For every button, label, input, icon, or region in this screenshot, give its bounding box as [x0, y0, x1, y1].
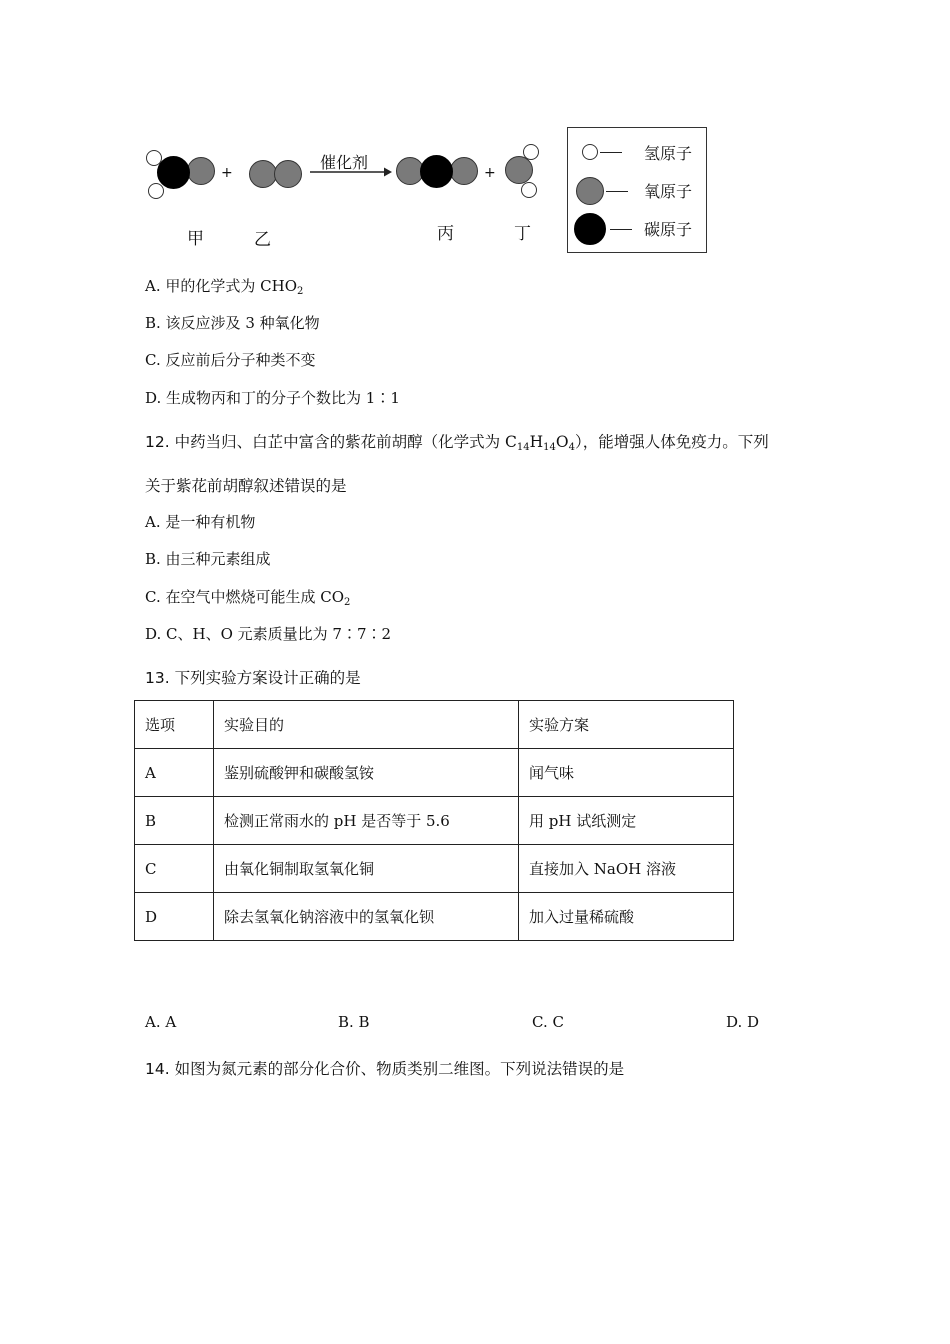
q12-option-b: B. 由三种元素组成 [145, 550, 271, 568]
table-cell: 直接加入 NaOH 溶液 [519, 845, 734, 893]
table-row [135, 749, 734, 797]
table-cell: 用 pH 试纸测定 [519, 797, 734, 845]
table-cell: 鉴别硫酸钾和碳酸氢铵 [214, 749, 519, 797]
reaction-arrow-icon [310, 166, 392, 178]
legend-hydrogen-label: 氢原子 [644, 144, 693, 163]
catalyst-label: 催化剂 [320, 153, 369, 172]
legend-line [600, 152, 622, 153]
q12-number: 12. [145, 433, 170, 451]
experiment-table [134, 700, 734, 941]
q12-option-a: A. 是一种有机物 [145, 513, 256, 531]
oxygen-atom [450, 157, 478, 185]
hydrogen-atom [148, 183, 164, 199]
q12-option-d: D. C、H、O 元素质量比为 7∶7∶2 [145, 625, 392, 643]
table-cell: D [135, 893, 214, 941]
table-cell: B [135, 797, 214, 845]
table-cell: 由氧化铜制取氢氧化铜 [214, 845, 519, 893]
table-cell: 除去氢氧化钠溶液中的氢氧化钡 [214, 893, 519, 941]
q14-stem: 14. 如图为氮元素的部分化合价、物质类别二维图。下列说法错误的是 [145, 1060, 625, 1078]
legend-oxygen-label: 氧原子 [644, 182, 693, 201]
table-cell: 加入过量稀硫酸 [519, 893, 734, 941]
table-cell: A [135, 749, 214, 797]
q13-choice-a: A. A [145, 1013, 177, 1031]
legend-line [606, 191, 628, 192]
oxygen-atom-legend-icon [576, 177, 604, 205]
hydrogen-atom-legend-icon [582, 144, 598, 160]
q13-choice-b: B. B [338, 1013, 370, 1031]
table-header-cell: 实验目的 [214, 701, 519, 749]
q13-choice-d: D. D [726, 1013, 760, 1031]
oxygen-atom [187, 157, 215, 185]
q13-stem: 13. 下列实验方案设计正确的是 [145, 669, 361, 687]
hydrogen-atom [523, 144, 539, 160]
q11-option-d: D. 生成物丙和丁的分子个数比为 1∶1 [145, 389, 400, 407]
oxygen-atom [274, 160, 302, 188]
q13-number: 13. [145, 669, 170, 687]
table-cell: 闻气味 [519, 749, 734, 797]
table-header-cell: 选项 [135, 701, 214, 749]
table-row [135, 797, 734, 845]
table-row [135, 893, 734, 941]
table-header-row [135, 701, 734, 749]
molecule-label-yi: 乙 [254, 230, 271, 250]
molecule-label-jia: 甲 [187, 229, 204, 249]
plus-sign: + [484, 165, 496, 181]
table-cell: C [135, 845, 214, 893]
legend-line [610, 229, 632, 230]
oxygen-atom [505, 156, 533, 184]
q12-option-c: C. 在空气中燃烧可能生成 $CO_2$ [145, 588, 351, 608]
q13-choice-c: C. C [532, 1013, 564, 1031]
legend-carbon-label: 碳原子 [644, 220, 693, 239]
q14-number: 14. [145, 1060, 170, 1078]
table-cell: 检测正常雨水的 pH 是否等于 5.6 [214, 797, 519, 845]
legend [567, 127, 707, 253]
q11-option-a: A. 甲的化学式为 $CHO_2$ [145, 277, 304, 297]
hydrogen-atom [521, 182, 537, 198]
q12-stem: 12. 中药当归、白芷中富含的紫花前胡醇（化学式为 $C_{14}H_{14}O_4$），能增强人体免疫力。下列 [145, 433, 769, 453]
oxygen-atom [249, 160, 277, 188]
q11-option-c: C. 反应前后分子种类不变 [145, 351, 316, 369]
q12-stem-line2: 关于紫花前胡醇叙述错误的是 [145, 477, 347, 495]
carbon-atom [420, 155, 453, 188]
table-header-cell: 实验方案 [519, 701, 734, 749]
carbon-atom [157, 156, 190, 189]
table-row [135, 845, 734, 893]
q11-option-b: B. 该反应涉及 3 种氧化物 [145, 314, 320, 332]
plus-sign: + [221, 165, 233, 181]
molecule-label-bing: 丙 [437, 224, 454, 244]
molecule-label-ding: 丁 [514, 224, 531, 244]
carbon-atom-legend-icon [574, 213, 606, 245]
